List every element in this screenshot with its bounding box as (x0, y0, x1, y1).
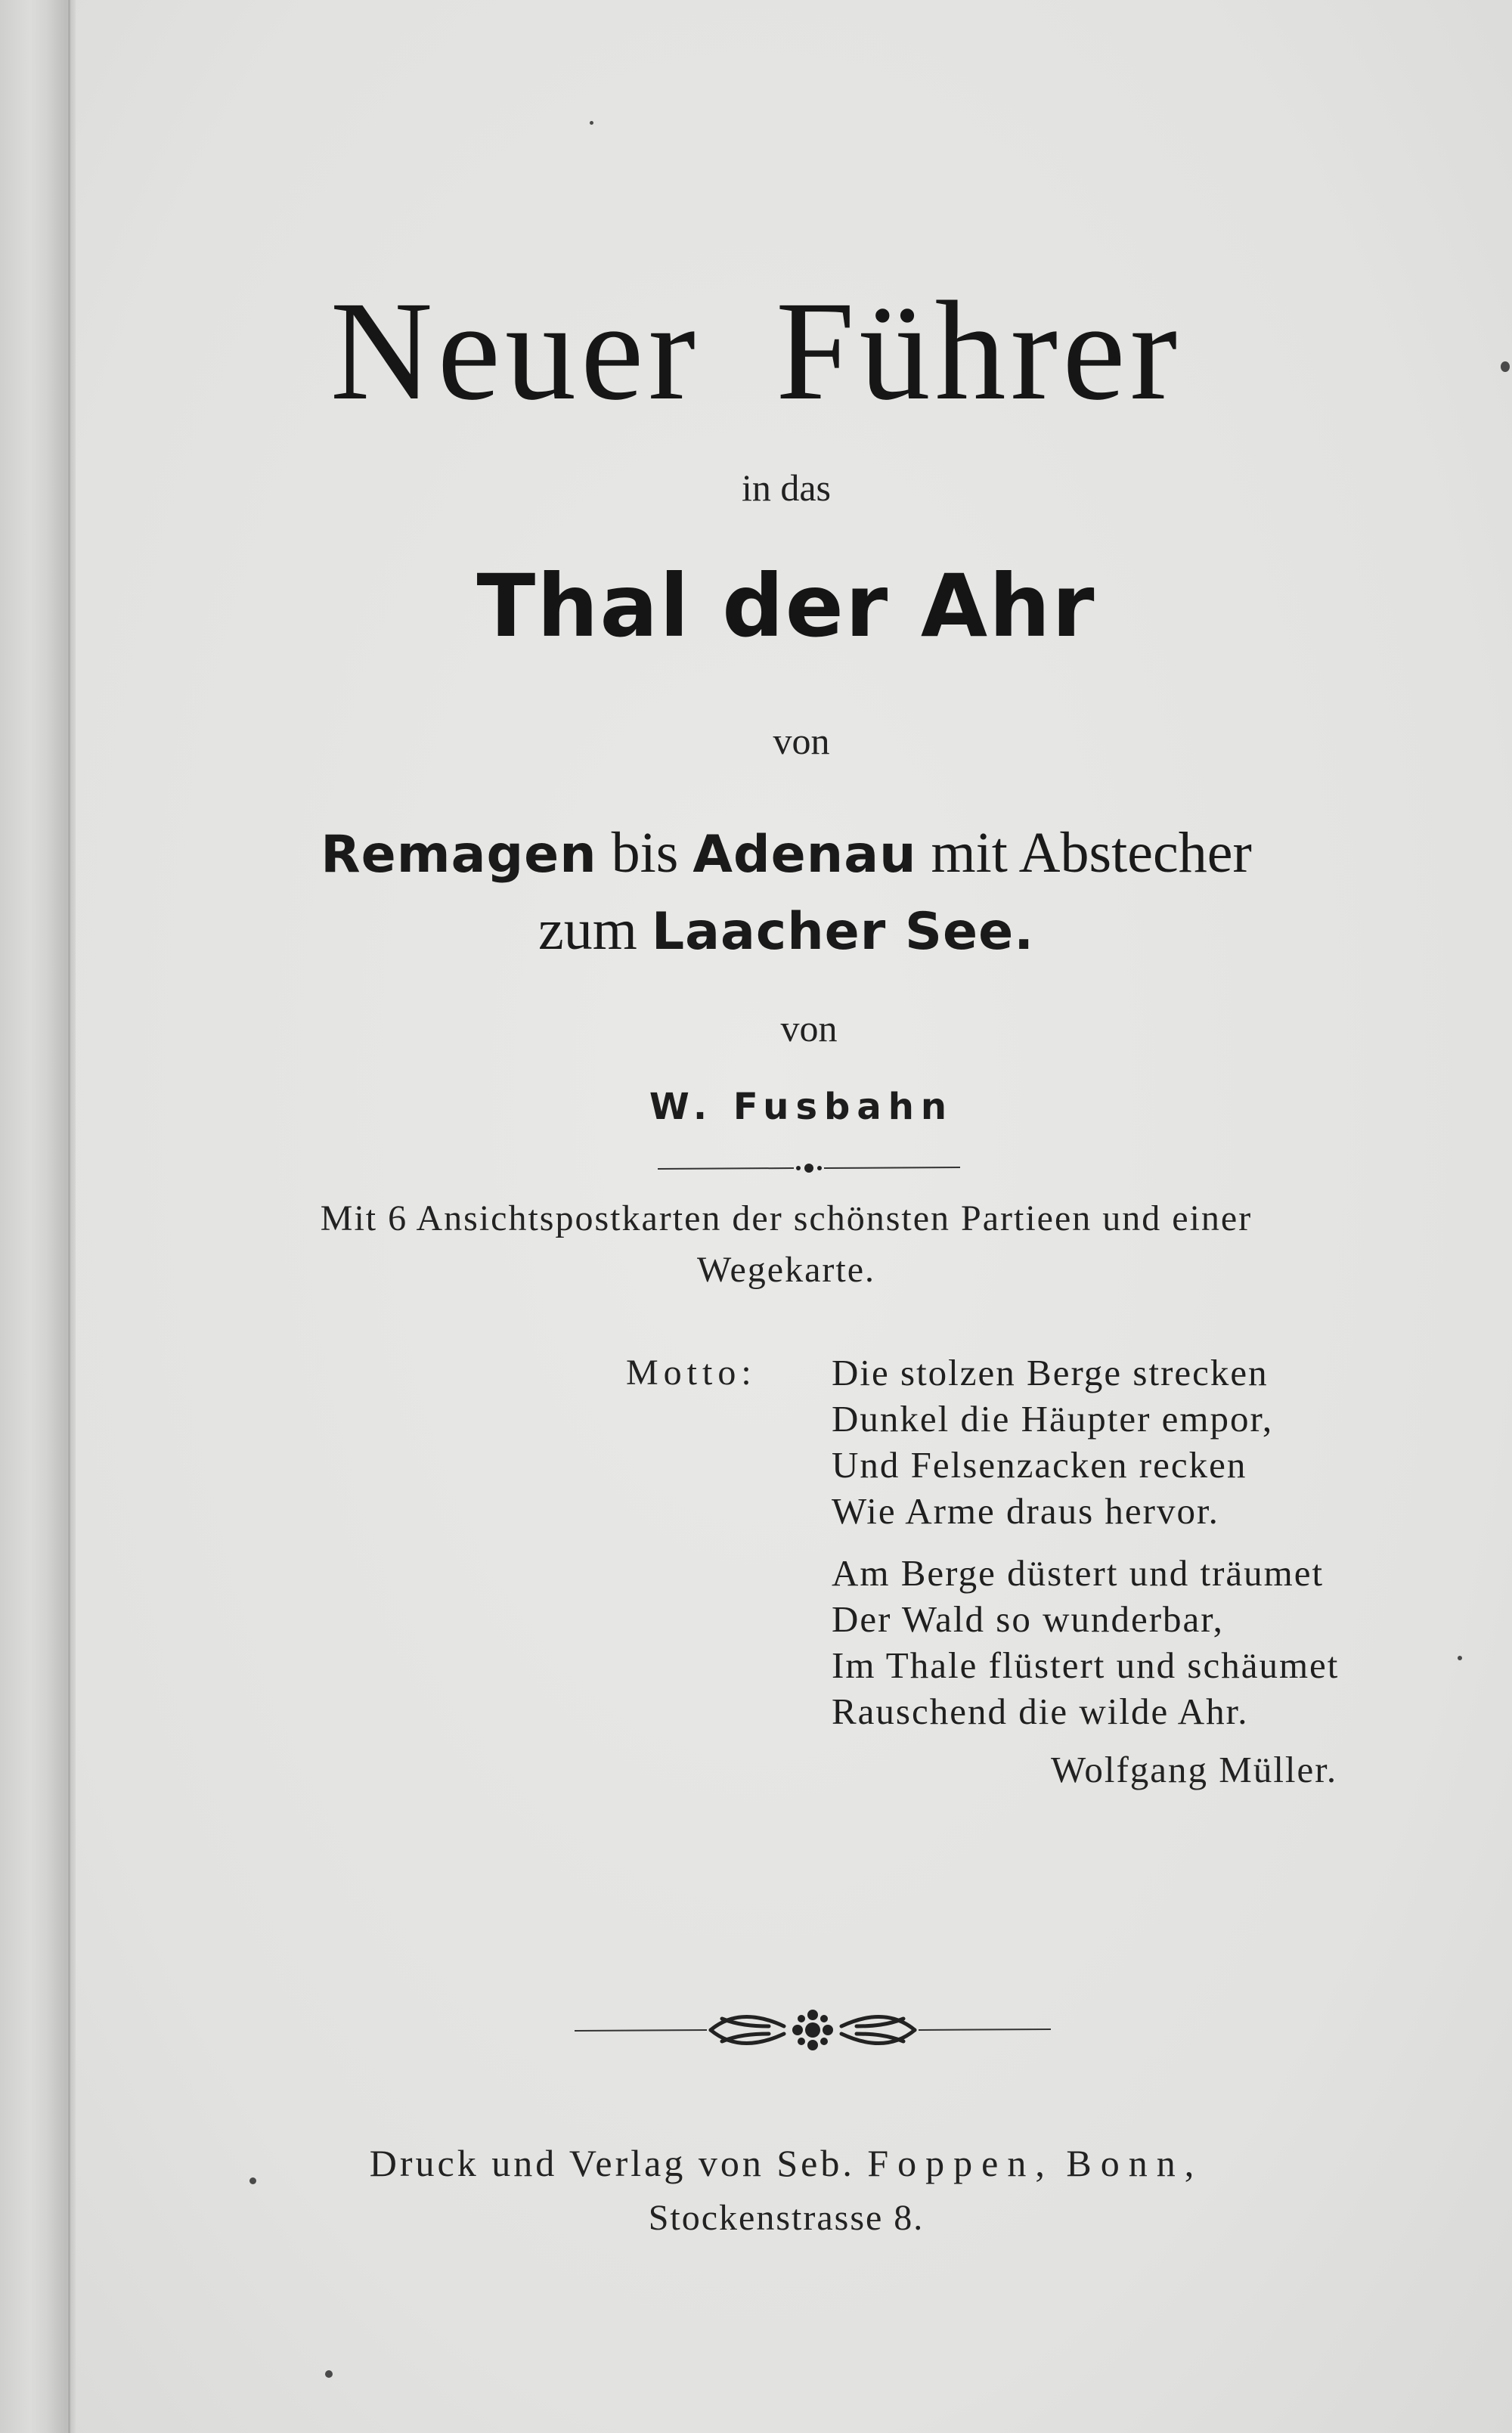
paper-speck (1458, 1656, 1462, 1660)
poem-stanza-2 (832, 1550, 1339, 1734)
poem-line: Der Wald so wunderbar, (832, 1598, 1224, 1640)
divider-ornament (650, 1157, 968, 1179)
subtitle: Thal der Ahr (476, 556, 1096, 656)
route-mit-abstecher: mit Abstecher (931, 821, 1252, 885)
postcards-note-line1: Mit 6 Ansichtspostkarten der schönsten Partieen und einer (320, 1198, 1253, 1238)
paper-speck (249, 2177, 256, 2184)
route-place-adenau: Adenau (692, 825, 917, 885)
von-text-2: von (780, 1007, 838, 1049)
poem-line: Und Felsenzacken recken (832, 1444, 1247, 1486)
paper-speck (1501, 361, 1510, 372)
poem-line: Dunkel die Häupter empor, (832, 1398, 1274, 1440)
poet-name: Wolfgang Müller. (1051, 1749, 1338, 1790)
poem-line: Wie Arme draus hervor. (832, 1490, 1219, 1532)
author-name: W. Fusbahn (649, 1086, 954, 1128)
imprint-publisher: Foppen, (867, 2142, 1054, 2184)
in-das-text: in das (741, 466, 832, 509)
main-title (0, 271, 1512, 429)
paper-speck (590, 121, 593, 125)
imprint-prefix: Druck und Verlag von Seb. (369, 2142, 855, 2184)
poem-line: Rauschend die wilde Ahr. (832, 1691, 1249, 1732)
route-zum: zum (538, 898, 637, 962)
motto-label: Motto: (626, 1353, 757, 1393)
poem-line: Am Berge düstert und träumet (832, 1552, 1325, 1594)
route-place-remagen: Remagen (321, 825, 597, 885)
paper-speck (325, 2370, 333, 2378)
imprint-line-1 (30, 2144, 1512, 2182)
floral-ornament (571, 1996, 1055, 2064)
postcards-note-line2: Wegekarte. (697, 1250, 875, 1290)
von-text-1: von (773, 720, 830, 762)
poem-stanza-1 (832, 1350, 1273, 1534)
imprint-city: Bonn, (1066, 2142, 1204, 2184)
main-title-word2: Führer (776, 271, 1182, 429)
route-line-1 (30, 821, 1512, 885)
poem-line: Die stolzen Berge strecken (832, 1352, 1269, 1393)
route-line-2 (30, 898, 1512, 962)
imprint-address: Stockenstrasse 8. (648, 2198, 925, 2238)
route-bis: bis (611, 821, 679, 885)
poem-line: Im Thale flüstert und schäumet (832, 1644, 1340, 1686)
route-place-laacher-see: Laacher See. (651, 902, 1035, 962)
main-title-word1: Neuer (330, 271, 701, 429)
